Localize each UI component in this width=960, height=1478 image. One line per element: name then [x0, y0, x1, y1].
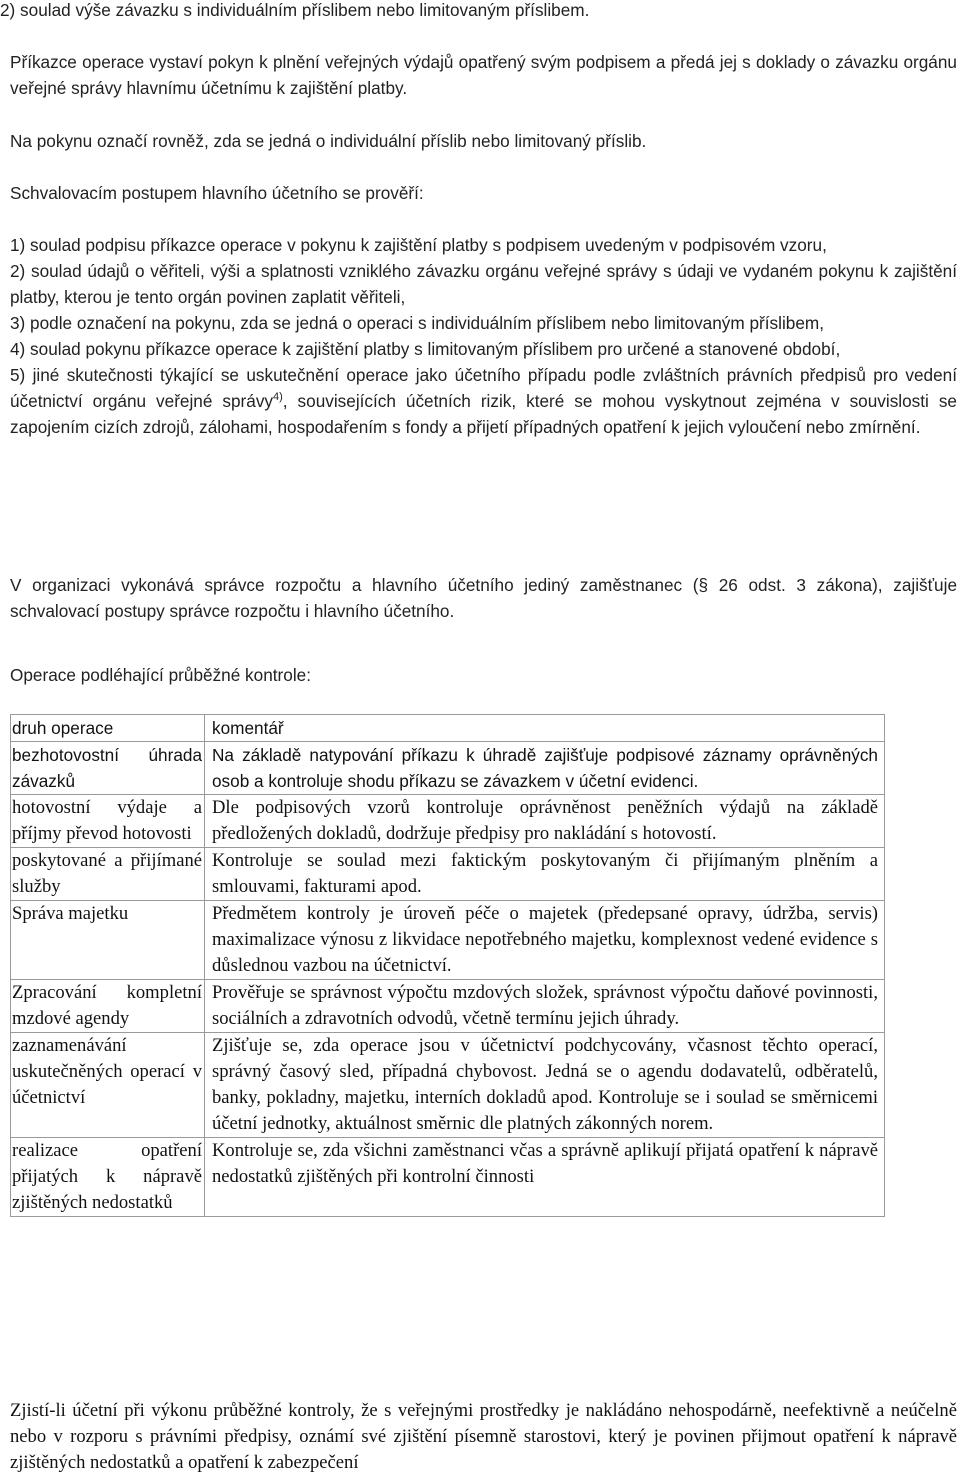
paragraph-zjisti: Zjistí-li účetní při výkonu průběžné kontroly, že s veřejnými prostředky je nakládáno nehospodárně, neefektivně a neúčelně nebo v rozporu s právními předpisy, oznámí své zjištění písemně starostovi, který je povinen přijmout opatření k nápravě zjištěných nedostatků a opatření k zabezpečení — [10, 1400, 957, 1473]
comment-cell: Předmětem kontroly je úroveň péče o majetek (předepsané opravy, údržba, servis) maximalizace výnosu z likvidace nepotřebného majetku, komplexnost vedené evidence s důslednou vazbou na účetnictví. — [205, 901, 885, 980]
check-list — [10, 232, 957, 440]
table-row — [11, 901, 885, 980]
operation-cell: Zpracování kompletní mzdové agendy — [11, 980, 205, 1033]
operation-cell: bezhotovostní úhrada závazků — [11, 742, 205, 795]
table-row — [11, 980, 885, 1033]
operation-cell: Správa majetku — [11, 901, 205, 980]
operations-table — [10, 714, 885, 1217]
table-row — [11, 795, 885, 848]
paragraph-schvalovacim: Schvalovacím postupem hlavního účetního se prověří: — [10, 183, 424, 203]
check-item-4: 4) soulad pokynu příkazce operace k zajištění platby s limitovaným příslibem pro určené a stanovené období, — [10, 339, 841, 359]
check-item-2: 2) soulad údajů o věřiteli, výši a splatnosti vzniklého závazku orgánu veřejné správy s údaji ve vydaném pokynu k zajištění platby, kterou je tento orgán povinen zaplatit věřiteli, — [10, 261, 957, 307]
table-row — [11, 742, 885, 795]
comment-cell: Kontroluje se soulad mezi faktickým poskytovaným či přijímaným plněním a smlouvami, fakturami apod. — [205, 848, 885, 901]
operation-cell: zaznamenávání uskutečněných operací v účetnictví — [11, 1033, 205, 1138]
operation-cell: poskytované a přijímané služby — [11, 848, 205, 901]
paragraph-prikazce: Příkazce operace vystaví pokyn k plnění veřejných výdajů opatřený svým podpisem a předá jej s doklady o závazku orgánu veřejné správy hlavnímu účetnímu k zajištění platby. — [10, 52, 957, 98]
comment-cell: Prověřuje se správnost výpočtu mzdových složek, správnost výpočtu daňové povinnosti, sociálních a zdravotních odvodů, včetně termínu jejich úhrady. — [205, 980, 885, 1033]
paragraph-organizace: V organizaci vykonává správce rozpočtu a hlavního účetního jediný zaměstnanec (§ 26 odst. 3 zákona), zajišťuje schvalovací postupy správce rozpočtu i hlavního účetního. — [10, 575, 957, 621]
check-item-5 — [10, 362, 957, 440]
table-row — [11, 1138, 885, 1217]
heading-operace: Operace podléhající průběžné kontrole: — [10, 665, 311, 685]
check-item-2-continued: 2) soulad výše závazku s individuálním příslibem nebo limitovaným příslibem. — [0, 0, 590, 20]
check-item-5-text-rest: , souvisejících účetních rizik, které se mohou vyskytnout zejména v souvislosti se zapojením cizích zdrojů, zálohami, hospodařením s fondy a přijetí případných opatření k jejich vyloučení nebo zmírnění. — [10, 391, 957, 437]
table-row — [11, 1033, 885, 1138]
comment-cell: Zjišťuje se, zda operace jsou v účetnictví podchycovány, včasnost těchto operací, správný časový sled, případná chybovost. Jedná se o agendu dodavatelů, odběratelů, banky, pokladny, majetku, interních dokladů apod. Kontroluje se i soulad se směrnicemi účetní jednotky, aktuálnost směrnic dle platných zákonných norem. — [205, 1033, 885, 1138]
table-row — [11, 848, 885, 901]
operation-cell: realizace opatření přijatých k nápravě zjištěných nedostatků — [11, 1138, 205, 1217]
comment-cell: Na základě natypování příkazu k úhradě zajišťuje podpisové záznamy oprávněných osob a kontroluje shodu příkazu se závazkem v účetní evidenci. — [205, 742, 885, 795]
operation-cell: hotovostní výdaje a příjmy převod hotovosti — [11, 795, 205, 848]
table-header-cell: druh operace — [11, 715, 205, 742]
paragraph-pokyn: Na pokynu označí rovněž, zda se jedná o individuální příslib nebo limitovaný příslib. — [10, 131, 647, 151]
comment-cell: Kontroluje se, zda všichni zaměstnanci včas a správně aplikují přijatá opatření k nápravě nedostatků zjištěných při kontrolní činnosti — [205, 1138, 885, 1217]
comment-cell: Dle podpisových vzorů kontroluje oprávněnost peněžních výdajů na základě předložených dokladů, dodržuje předpisy pro nakládání s hotovostí. — [205, 795, 885, 848]
table-header-cell: komentář — [205, 715, 885, 742]
table-header-row — [11, 715, 885, 742]
check-item-3: 3) podle označení na pokynu, zda se jedná o operaci s individuálním příslibem nebo limitovaným příslibem, — [10, 313, 824, 333]
check-item-1: 1) soulad podpisu příkazce operace v pokynu k zajištění platby s podpisem uvedeným v podpisovém vzoru, — [10, 235, 827, 255]
footnote-ref: 4) — [273, 391, 283, 403]
check-item-5-text: 5) jiné skutečnosti týkající se uskutečnění operace jako účetního případu podle zvláštních právních předpisů pro vedení účetnictví orgánu veřejné správy — [10, 365, 957, 411]
